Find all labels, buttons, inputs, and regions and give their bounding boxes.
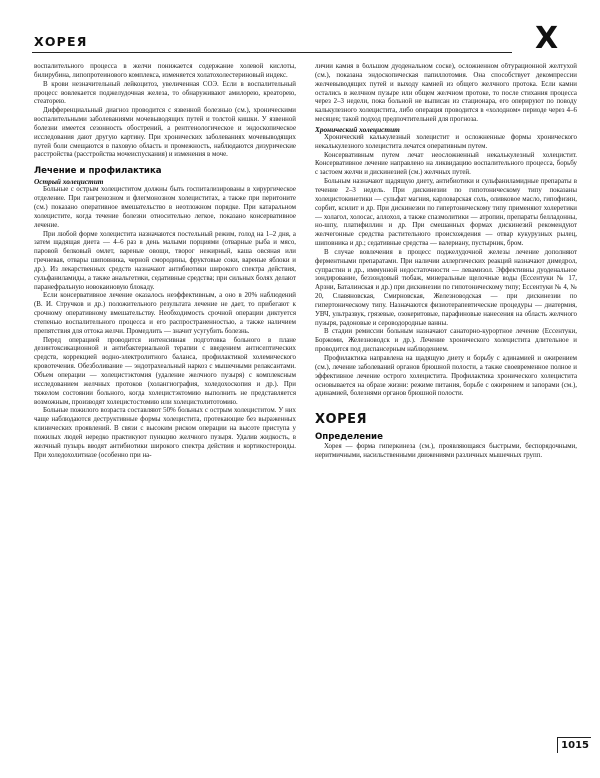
- paragraph: Если консервативное лечение оказалось неэффективным, а оно в 20% наблюдений (В. И. Стручков и др.) положительного результата лечение не дает, то прибегают к срочному оперативному вмешательству. Необходимость срочной операции диктуется степенью воспалительного процесса и его распространенностью, а также наличием препятствия для оттока желчи. Промедлить — значит усугубить болезнь.: [34, 292, 296, 335]
- page-number: 1015: [557, 737, 591, 753]
- paragraph: Хронический калькулезный холецистит и осложненные формы хронического некалькулезного холецистита лечатся оперативным путем.: [315, 133, 577, 150]
- subheading-chronic: Хронический холецистит: [315, 124, 400, 134]
- entry-title-chorea: ХОРЕЯ: [315, 412, 367, 428]
- right-column: [315, 63, 577, 743]
- paragraph: Хорея — форма гиперкинеза (см.), проявляющаяся быстрыми, беспорядочными, неритмичными, насильственными движениями различных мышечных групп.: [315, 443, 577, 460]
- subheading-acute: Острый холецистит: [34, 177, 104, 187]
- paragraph: личии камня в большом дуоденальном соске), осложненном обтурационной желтухой (см.), показана эндоскопическая папиллотомия. Она способствует декомпрессии желчевыводящих путей и выходу камней из общего желчного протока. Если камни остались в желчном пузыре или общем желчном протоке, то после стихания процесса через 2–3 недели, пока больной не выписан из стационара, его оперируют по поводу калькулезного холецистита, либо операция проводится в «холодном» периоде через 4–6 месяцев; такой подход предпочтительней для прогноза.: [315, 63, 577, 124]
- paragraph: Дифференциальный диагноз проводится с язвенной болезнью (см.), хроническими воспалительными заболеваниями мочевыводящих путей и толстой кишки. У язвенной болезни имеется сезонность обострений, а рентгенологическое и эндоскопическое исследования дают другую картину. При хронических заболеваниях мочевыводящих путей боли смещаются в паховую область и промежность, наблюдаются дизурические расстройства (расстройства мочеиспускания) и изменения в моче.: [34, 107, 296, 159]
- paragraph: Перед операцией проводится интенсивная подготовка больного в плане дезинтоксикационной и антибактериальной терапии с введением антисептических средств, коррекцией водно-электролитного баланса, профилактикой холемического кровотечения. Обезболивание — эндотрахеальный наркоз с мышечными релаксантами. Объем операции — холецистэктомия (удаление желчного пузыря) с комплексным исследованием желчных протоков (холангиография, холедохоскопия и др.). При тяжелом состоянии больного, когда холецистэктомию выполнить не представляется возможным, производят холецистостомию или холецистолитотомию.: [34, 336, 296, 406]
- header-rule: [32, 52, 512, 53]
- paragraph: Больные с острым холециститом должны быть госпитализированы в хирургическое отделение. При гангренозном и флегмонозном холециститах, а также при перитоните (см.) показано оперативное вмешательство в неотложном порядке. При катаральном холецистите, когда течение болезни относительно легкое, показано консервативное лечение.: [34, 186, 296, 229]
- paragraph: В крови незначительный лейкоцитоз, увеличенная СОЭ. Если в воспалительный процесс вовлекается поджелудочная железа, то обнаруживают амилорею, креаторею, стеаторею.: [34, 80, 296, 106]
- paragraph: При любой форме холецистита назначаются постельный режим, голод на 1–2 дня, а затем щадящая диета — 4–6 раз в день малыми порциями (отварные рыба и мясо, паровой белковый омлет, вареные овощи, творог нежирный, каша овсяная или гречневая, отвары шиповника, черной смородины, фруктовые соки, вареные яблоки и др.). Из лекарственных средств назначают антибиотики широкого спектра действия, сульфаниламиды, а также анальгетики, седативные средства; при сильных болях делают паранефральную новокаиновую блокаду.: [34, 230, 296, 291]
- paragraph: Больные пожилого возраста составляют 50% больных с острым холециститом. У них чаще наблюдаются деструктивные формы холецистита, протекающие без выраженных клинических проявлений. В связи с высоким риском операции на высоте приступа у пожилых людей нередко практикуют пункцию желчного пузыря. Удалив жидкость, в желчный пузырь вводят антибиотики широкого спектра действия и кортикостероиды. При холедохолитиазе (особенно при на-: [34, 407, 296, 459]
- running-head: ХОРЕЯ: [34, 34, 88, 49]
- section-heading-treatment: Лечение и профилактика: [34, 166, 162, 177]
- paragraph: Профилактика направлена на щадящую диету и борьбу с адинамией и ожирением (см.), лечение заболеваний органов брюшной полости, а также своевременное полное и эффективное лечение острого холецистита. Профилактика хронического холецистита основывается на образе жизни: режиме питания, борьбе с ожирением и запорами (см.), адинамией, болезнями органов брюшной полости.: [315, 355, 577, 398]
- paragraph: Больным назначают щадящую диету, антибиотики и сульфаниламидные препараты в течение 2–3 недель. При дискинезии по гипотоническому типу показаны холецистокинетики — сульфат магния, карловарская соль, оливковое масло, гипофизин, сорбит, ксилит и др. При дискинезии по гипертоническому типу применяют холеретики — холагол, холосас, аллохол, а также спазмолитики — атропин, препараты белладонны, но-шпу, платифиллин и др. При смешанных формах дискинезий рекомендуют желчегонные средства растительного происхождения — отвар кукурузных рылец, шиповника и др.; седативные средства — валериану, пустырник, бром.: [315, 178, 577, 248]
- left-column: [34, 63, 296, 743]
- thumb-index-letter: Х: [535, 21, 559, 56]
- paragraph: Консервативным путем лечат неосложненный некалькулезный холецистит. Консервативное лечение направлено на ликвидацию воспалительного процесса, борьбу с застоем желчи и дискинезией (см.) желчных путей.: [315, 151, 577, 177]
- paragraph: воспалительного процесса в желчи понижается содержание холевой кислоты, билирубина, липопротеинового комплекса, изменяется холатохолестериновый индекс.: [34, 63, 296, 79]
- definition-heading: Определение: [315, 432, 383, 443]
- paragraph: В случае вовлечения в процесс поджелудочной железы лечение дополняют ферментными препаратами. При наличии аллергических реакций назначают димедрол, супрастин и др., иммунной недостаточности — левамизол. Эффективны дуоденальное зондирование, беззондовый тюбаж, минеральные щелочные воды (Ессентуки № 17, Арзни, Баталинская и др.) при дискинезии по гипотоническому типу; Ессентуки № 4, № 20, Славяновская, Смирновская, Железноводская — при дискинезии по гипертоническому типу. Назначаются физиотерапевтические процедуры — диатермия, УВЧ, ультразвук, грязевые, озокеритовые, парафиновые нанесения на область желчного пузыря, радоновые и сероводородные ванны.: [315, 248, 577, 327]
- paragraph: В стадии ремиссии больным назначают санаторно-курортное лечение (Ессентуки, Боржоми, Железноводск и др.). Лечение хронического холецистита длительное и проводится под диспансерным наблюдением.: [315, 328, 577, 354]
